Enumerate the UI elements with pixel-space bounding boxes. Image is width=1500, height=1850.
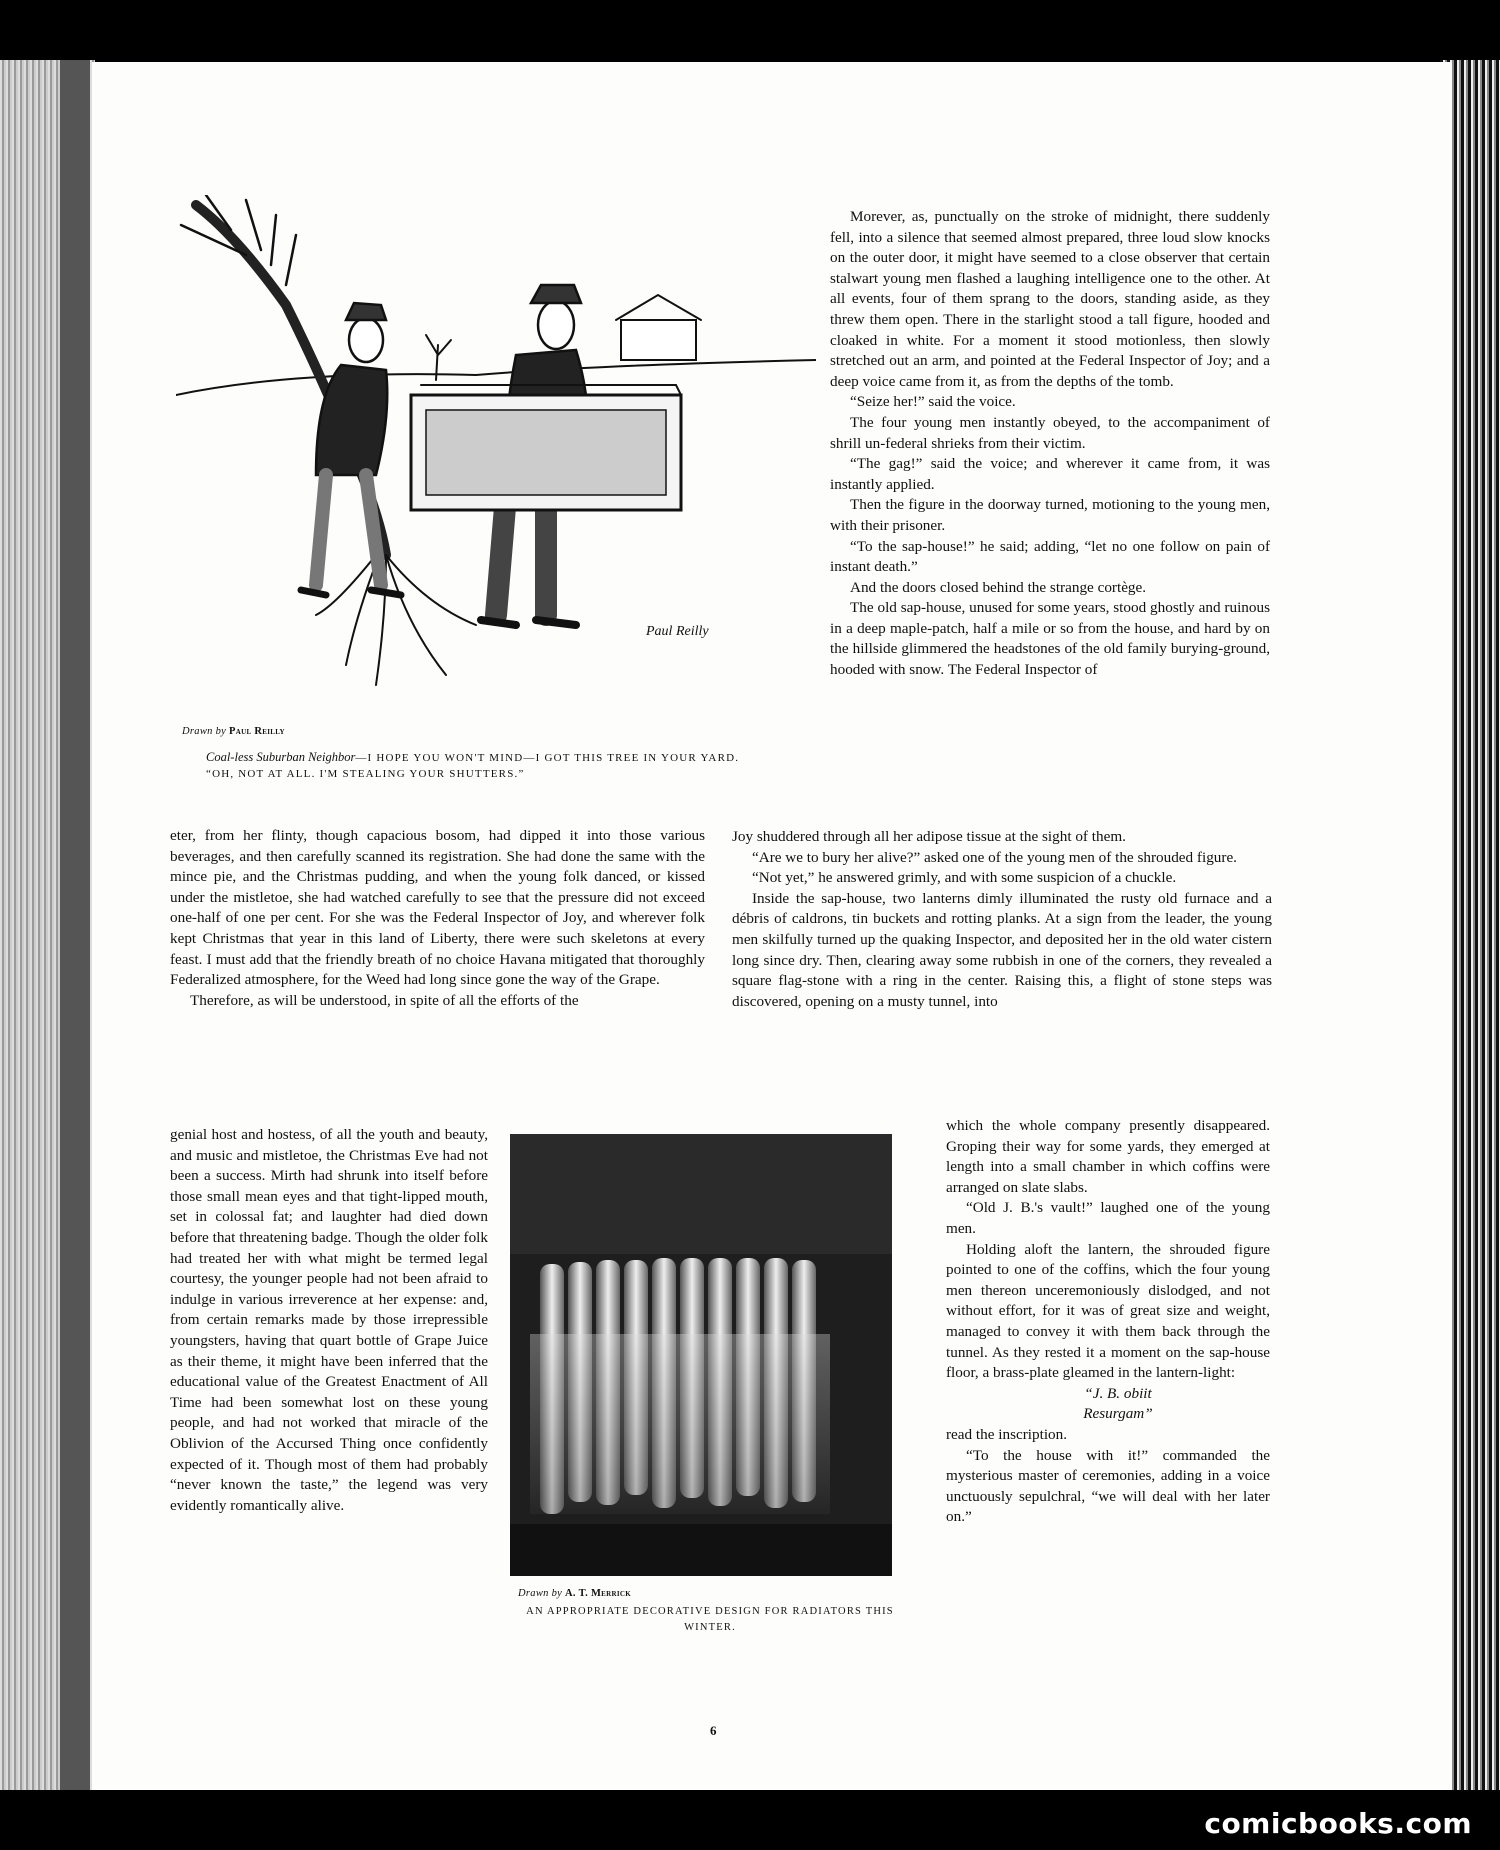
paragraph: “Seize her!” said the voice. xyxy=(850,393,1016,411)
left-column-middle xyxy=(170,826,705,1011)
right-column-bottom xyxy=(946,1116,1270,1528)
paragraph: “The gag!” said the voice; and wherever it came from, it was instantly applied. xyxy=(830,455,1270,493)
paragraph: Then the figure in the doorway turned, motioning to the young men, with their prisoner. xyxy=(830,496,1270,534)
cartoon-caption xyxy=(182,749,808,782)
caption-speaker: Coal-less Suburban Neighbor xyxy=(206,750,356,764)
credit-prefix: Drawn by xyxy=(518,1588,563,1599)
right-column-middle xyxy=(732,827,1272,1012)
radiator-image xyxy=(510,1134,892,1576)
site-watermark: comicbooks.com xyxy=(1204,1807,1472,1840)
epitaph-line-2: Resurgam” xyxy=(1083,1405,1153,1423)
paragraph: Inside the sap-house, two lanterns dimly illuminated the rusty old furnace and a débris of caldrons, tin buckets and rotting planks. At a sign from the leader, the young men skilfully turned up the quaking Inspector, and deposited her in the old water cistern long since dry. Then, clearing away some rubbish in one of the corners, they revealed a square flag-stone with a ring in the center. Raising this, a flight of stone steps was discovered, opening on a musty tunnel, into xyxy=(732,889,1272,1010)
photo-caption: AN APPROPRIATE DECORATIVE DESIGN FOR RADIATORS THIS WINTER. xyxy=(526,1606,894,1633)
paragraph: Holding aloft the lantern, the shrouded figure pointed to one of the coffins, which the four young men thereon unceremoniously dislodged, and not without effort, for it was of great size and weight, managed to convey it with them back through the tunnel. As they rested it a moment on the sap-house floor, a brass-plate gleamed in the lantern-light: xyxy=(946,1240,1270,1382)
credit-artist: A. T. Merrick xyxy=(565,1588,631,1599)
paragraph: Joy shuddered through all her adipose tissue at the sight of them. xyxy=(732,828,1126,845)
paragraph: The four young men instantly obeyed, to the accompaniment of shrill un-federal shrieks from their victim. xyxy=(830,413,1270,452)
paragraph: “Are we to bury her alive?” asked one of the young men of the shrouded figure. xyxy=(752,848,1237,866)
paragraph: The old sap-house, unused for some years, stood ghostly and ruinous in a deep maple-patch, half a mile or so from the house, and hard by on the hillside glimmered the headstones of the old family burying-ground, hooded with snow. The Federal Inspector of xyxy=(830,599,1270,679)
paragraph: which the whole company presently disappeared. Groping their way for some yards, they emerged at length into a small chamber in which coffins were arranged on slate slabs. xyxy=(946,1117,1270,1196)
credit-prefix: Drawn by xyxy=(182,726,227,737)
paragraph: “To the sap-house!” he said; adding, “let no one follow on pain of instant death.” xyxy=(830,537,1270,576)
paragraph: genial host and hostess, of all the youth and beauty, and music and mistletoe, the Christmas Eve had not been a success. Mirth had shrunk into itself before those small mean eyes and that tight-lipped mouth, set in colossal fat; and laughter had died down before that threatening badge. Though the older folk had treated her with what might be termed legal courtesy, the younger people had not been afraid to indulge in various irreverence at her expense: and, from certain remarks made by those irrepressible youngsters, having that quart bottle of Grape Juice as their theme, it might have been inferred that the educational value of the Greatest Enactment of All Time had been somewhat lost on these young people, and had not worked that miracle of the Oblivion of the Accursed Thing once confidently expected of it. Though most of them had probably “never known the taste,” the legend was very evidently romantically alive. xyxy=(170,1126,488,1514)
paragraph: Therefore, as will be understood, in spite of all the efforts of the xyxy=(190,991,579,1009)
paragraph: “To the house with it!” commanded the mysterious master of ceremonies, adding in a voice unctuously sepulchral, “we will deal with her later on.” xyxy=(946,1446,1270,1526)
page-number: 6 xyxy=(710,1723,717,1738)
paragraph: “Not yet,” he answered grimly, and with some suspicion of a chuckle. xyxy=(752,869,1177,887)
artist-signature: Paul Reilly xyxy=(646,624,709,639)
left-column-bottom xyxy=(170,1125,488,1516)
epitaph-line-1: “J. B. obiit xyxy=(1084,1384,1152,1402)
paragraph: And the doors closed behind the strange cortège. xyxy=(850,578,1147,596)
caption-line-1: —I HOPE YOU WON'T MIND—I GOT THIS TREE IN YOUR YARD. xyxy=(355,752,740,764)
photo-credit xyxy=(518,1588,631,1599)
paragraph: Morever, as, punctually on the stroke of midnight, there suddenly fell, into a silence that seemed almost prepared, three loud slow knocks on the outer door, it might have seemed to a close observer that certain stalwart young men flashed a laughing intelligence one to the other. At all events, four of them sprang to the doors, standing aside, as they threw them open. There in the starlight stood a tall figure, hooded and cloaked in white. For a moment it stood motionless, then slowly stretched out an arm, and pointed at the Federal Inspector of Joy; and a deep voice came from it, as from the depths of the tomb. xyxy=(830,208,1270,390)
paragraph: “Old J. B.'s vault!” laughed one of the young men. xyxy=(946,1199,1270,1237)
paragraph: eter, from her flinty, though capacious bosom, had dipped it into those various beverages, and then carefully scanned its registration. She had done the same with the mince pie, and the Christmas pudding, and when the young folk danced, or kissed under the mistletoe, she had watched carefully to see that the pressure did not exceed one-half of one per cent. For she was the Federal Inspector of Joy, and wherever folk kept Christmas that year in this land of Liberty, there were such skeletons at every feast. I must add that the friendly breath of no choice Havana mitigated that thoroughly Federalized atmosphere, for the Weed had long since gone the way of the Grape. xyxy=(170,827,705,989)
cartoon-illustration xyxy=(176,195,816,720)
right-column-top xyxy=(830,207,1270,681)
cartoon-credit xyxy=(182,726,285,737)
caption-line-2: “OH, NOT AT ALL. I'M STEALING YOUR SHUTTERS.” xyxy=(206,768,525,780)
paragraph: read the inscription. xyxy=(946,1425,1068,1443)
book-gutter xyxy=(60,60,90,1790)
credit-artist: Paul Reilly xyxy=(229,726,285,737)
radiator-photo xyxy=(510,1134,892,1576)
